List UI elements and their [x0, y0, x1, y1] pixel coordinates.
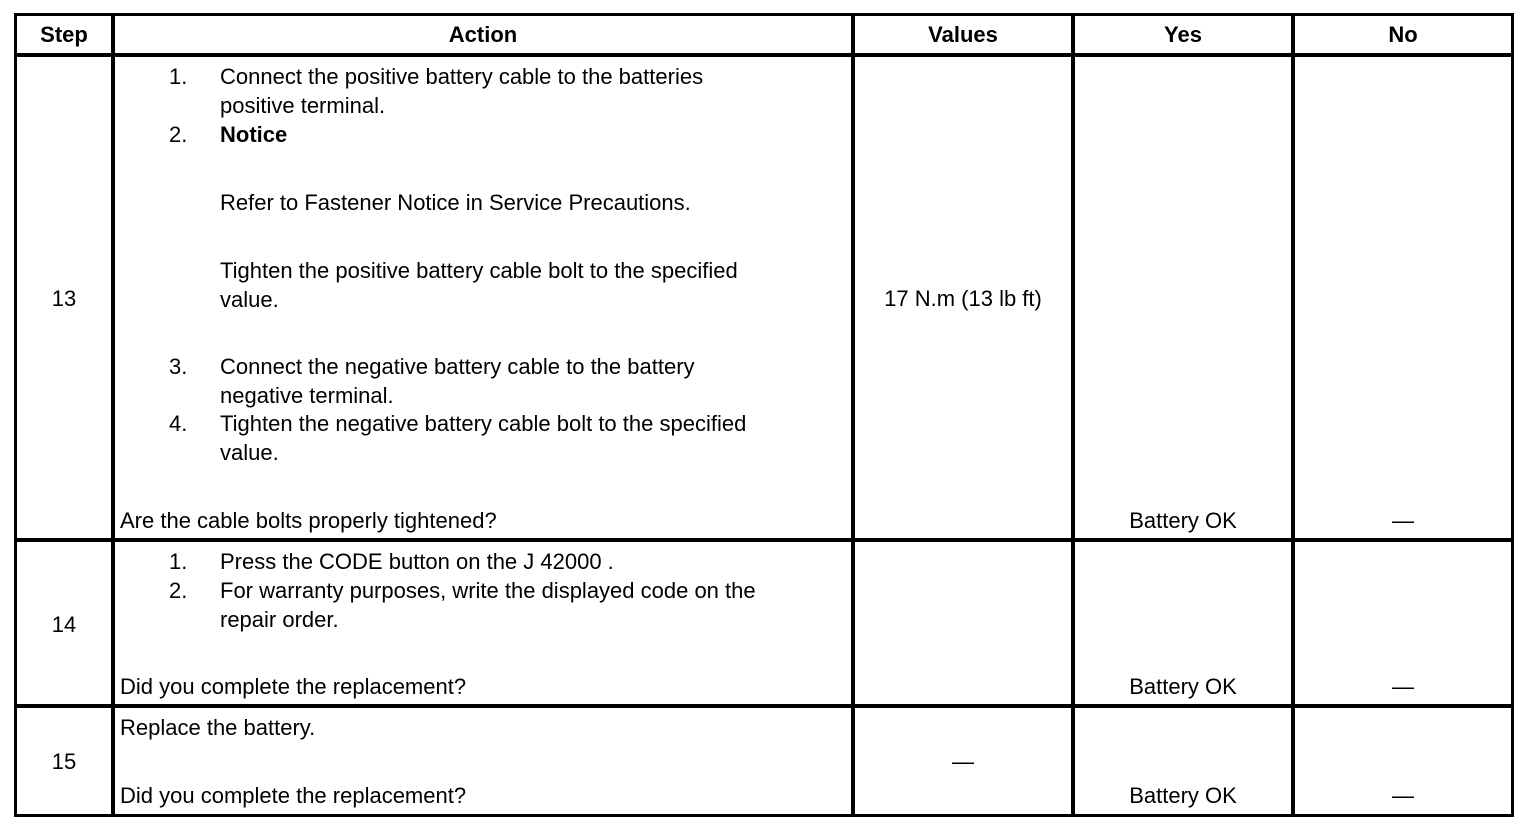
row-divider — [14, 53, 1514, 57]
list-item-text: Connect the positive battery cable to the batteries — [220, 64, 704, 89]
header-no: No — [1388, 22, 1418, 47]
list-number: 1. — [169, 64, 188, 89]
table-border-left — [14, 13, 17, 817]
no-result: — — [1392, 508, 1414, 533]
list-item-text: value. — [220, 440, 279, 465]
column-divider — [111, 13, 115, 817]
header-yes: Yes — [1164, 22, 1202, 47]
header-action: Action — [448, 22, 518, 47]
step-number: 13 — [51, 286, 77, 311]
spec-value: — — [952, 749, 974, 774]
yes-result: Battery OK — [1129, 508, 1237, 533]
list-number: 2. — [169, 578, 188, 603]
list-number: 2. — [169, 122, 188, 147]
list-item-text: value. — [220, 287, 279, 312]
list-item-text: Tighten the negative battery cable bolt to the specified — [220, 411, 747, 436]
row-divider — [14, 704, 1514, 708]
step-number: 14 — [51, 612, 77, 637]
question-text: Are the cable bolts properly tightened? — [120, 508, 497, 533]
table-border-top — [14, 13, 1514, 16]
question-text: Did you complete the replacement? — [120, 674, 467, 699]
step-number: 15 — [51, 749, 77, 774]
question-text: Did you complete the replacement? — [120, 783, 467, 808]
header-step: Step — [40, 22, 88, 47]
list-item-text: Connect the negative battery cable to the battery — [220, 354, 695, 379]
column-divider — [851, 13, 855, 817]
procedure-table — [14, 13, 1514, 817]
list-item-text: repair order. — [220, 607, 339, 632]
no-result: — — [1392, 783, 1414, 808]
list-item-text: positive terminal. — [220, 93, 386, 118]
list-number: 4. — [169, 411, 188, 436]
header-values: Values — [928, 22, 998, 47]
notice-text: Refer to Fastener Notice in Service Precautions. — [220, 190, 691, 215]
yes-result: Battery OK — [1129, 674, 1237, 699]
list-item-text: Press the CODE button on the J 42000 . — [220, 549, 614, 574]
list-number: 3. — [169, 354, 188, 379]
action-text: Replace the battery. — [120, 715, 316, 740]
row-divider — [14, 538, 1514, 542]
yes-result: Battery OK — [1129, 783, 1237, 808]
table-border-bottom — [14, 814, 1514, 817]
table-border-right — [1511, 13, 1514, 817]
list-number: 1. — [169, 549, 188, 574]
notice-label: Notice — [220, 122, 288, 147]
list-item-text: negative terminal. — [220, 383, 394, 408]
no-result: — — [1392, 674, 1414, 699]
list-item-text: Tighten the positive battery cable bolt to the specified — [220, 258, 738, 283]
spec-value: 17 N.m (13 lb ft) — [884, 286, 1042, 311]
list-item-text: For warranty purposes, write the displayed code on the — [220, 578, 756, 603]
